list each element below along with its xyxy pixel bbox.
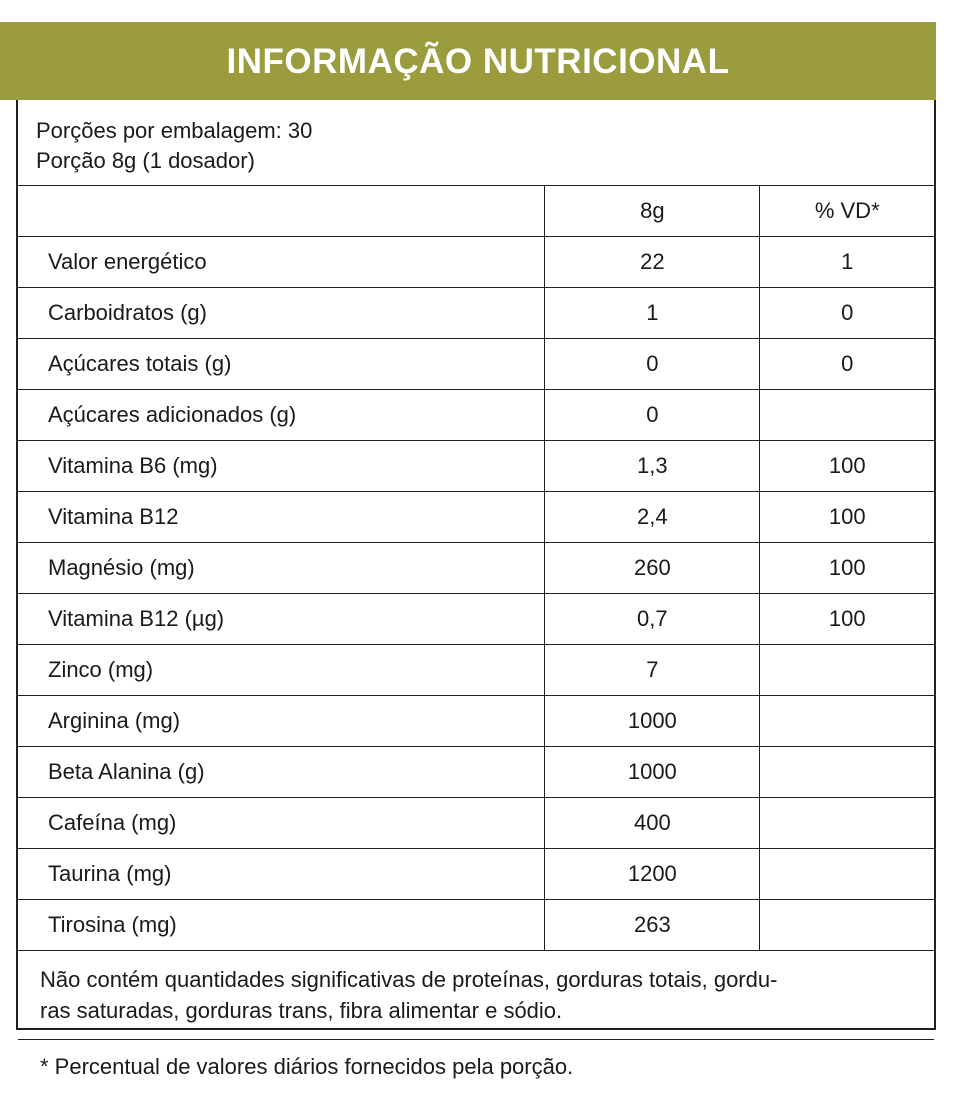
nutrient-amount: 263 — [545, 900, 760, 951]
nutrient-name: Carboidratos (g) — [18, 288, 545, 339]
nutrient-amount: 0 — [545, 390, 760, 441]
nutrient-vd: 100 — [760, 543, 934, 594]
column-header-amount: 8g — [545, 186, 760, 237]
nutrient-amount: 1,3 — [545, 441, 760, 492]
nutrient-amount: 0 — [545, 339, 760, 390]
nutrient-vd — [760, 696, 934, 747]
nutrient-amount: 2,4 — [545, 492, 760, 543]
serving-size: Porção 8g (1 dosador) — [36, 147, 255, 173]
nutrient-name: Beta Alanina (g) — [18, 747, 545, 798]
label-body — [16, 100, 936, 1079]
table-row — [18, 339, 934, 390]
nutrient-vd: 100 — [760, 441, 934, 492]
nutrient-vd — [760, 849, 934, 900]
nutrient-vd — [760, 747, 934, 798]
daily-value-note: * Percentual de valores diários fornecidos pela porção. — [18, 1039, 934, 1093]
nutrient-name: Cafeína (mg) — [18, 798, 545, 849]
nutrient-name: Vitamina B6 (mg) — [18, 441, 545, 492]
table-row — [18, 900, 934, 951]
nutrient-amount: 22 — [545, 237, 760, 288]
servings-per-package: Porções por embalagem: 30 — [36, 118, 313, 143]
nutrient-name: Taurina (mg) — [18, 849, 545, 900]
nutrient-amount: 400 — [545, 798, 760, 849]
not-significant-note — [18, 951, 934, 1039]
table-row — [18, 594, 934, 645]
table-row — [18, 492, 934, 543]
table-row — [18, 696, 934, 747]
nutrient-name: Magnésio (mg) — [18, 543, 545, 594]
not-significant-note-line1: Não contém quantidades significativas de proteínas, gorduras totais, gordu- — [40, 967, 778, 993]
page-title: INFORMAÇÃO NUTRICIONAL — [226, 41, 730, 81]
servings-info — [18, 100, 934, 185]
column-header-vd: % VD* — [760, 186, 934, 237]
table-row — [18, 747, 934, 798]
nutrient-name: Vitamina B12 — [18, 492, 545, 543]
not-significant-note-line2: ras saturadas, gorduras trans, fibra alimentar e sódio. — [40, 998, 563, 1024]
table-row — [18, 645, 934, 696]
nutrient-name: Zinco (mg) — [18, 645, 545, 696]
nutrient-name: Açúcares totais (g) — [18, 339, 545, 390]
column-header-nutrient — [18, 186, 545, 237]
nutrient-vd: 100 — [760, 594, 934, 645]
nutrient-name: Valor energético — [18, 237, 545, 288]
nutrient-name: Arginina (mg) — [18, 696, 545, 747]
nutrient-amount: 7 — [545, 645, 760, 696]
table-header-row — [18, 186, 934, 237]
nutrient-amount: 1000 — [545, 696, 760, 747]
nutrient-vd: 100 — [760, 492, 934, 543]
nutrient-name: Açúcares adicionados (g) — [18, 390, 545, 441]
nutrient-amount: 1 — [545, 288, 760, 339]
nutrient-amount: 0,7 — [545, 594, 760, 645]
nutrient-vd: 0 — [760, 339, 934, 390]
label-header — [0, 22, 936, 100]
table-row — [18, 441, 934, 492]
table-row — [18, 849, 934, 900]
nutrient-vd: 1 — [760, 237, 934, 288]
footnotes — [18, 950, 934, 1092]
table-row — [18, 288, 934, 339]
table-row — [18, 543, 934, 594]
nutrient-amount: 1000 — [545, 747, 760, 798]
table-row — [18, 798, 934, 849]
nutrient-amount: 1200 — [545, 849, 760, 900]
nutrient-amount: 260 — [545, 543, 760, 594]
table-row — [18, 390, 934, 441]
nutrition-table — [18, 185, 934, 950]
nutrient-vd — [760, 390, 934, 441]
nutrient-name: Vitamina B12 (µg) — [18, 594, 545, 645]
nutrient-name: Tirosina (mg) — [18, 900, 545, 951]
nutrient-vd — [760, 645, 934, 696]
nutrient-vd — [760, 798, 934, 849]
nutrient-vd — [760, 900, 934, 951]
table-row — [18, 237, 934, 288]
nutrient-vd: 0 — [760, 288, 934, 339]
